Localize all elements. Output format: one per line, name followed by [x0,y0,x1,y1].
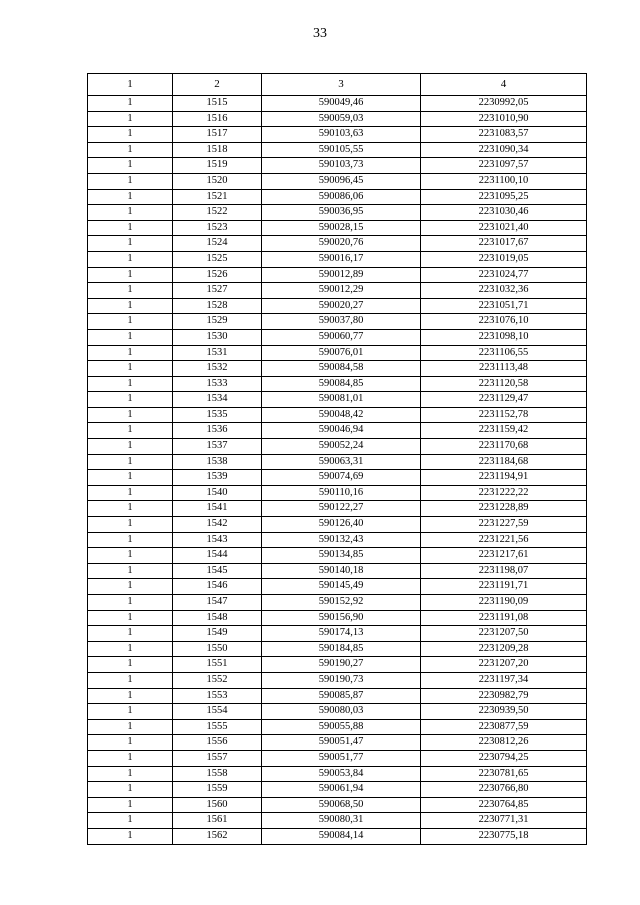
table-cell-col1: 1 [88,205,173,221]
table-cell-col4: 2230877,59 [421,719,587,735]
table-row [88,127,587,143]
table-cell-col3: 590096,45 [262,173,421,189]
table-row [88,595,587,611]
table-cell-col1: 1 [88,750,173,766]
table-cell-col2: 1521 [173,189,262,205]
table-cell-col1: 1 [88,610,173,626]
table-cell-col4: 2231030,46 [421,205,587,221]
table-cell-col2: 1556 [173,735,262,751]
table-cell-col2: 1557 [173,750,262,766]
table-cell-col2: 1542 [173,517,262,533]
table-cell-col2: 1552 [173,672,262,688]
table-cell-col2: 1531 [173,345,262,361]
table-row [88,314,587,330]
table-cell-col4: 2231032,36 [421,283,587,299]
table-cell-col1: 1 [88,688,173,704]
table-cell-col2: 1553 [173,688,262,704]
table-cell-col1: 1 [88,392,173,408]
header-cell-4: 4 [421,74,587,96]
page-number: 33 [313,26,327,41]
header-row [88,74,587,96]
table-cell-col2: 1533 [173,376,262,392]
header-cell-3: 3 [262,74,421,96]
table-row [88,376,587,392]
table-body [88,96,587,845]
table-cell-col1: 1 [88,517,173,533]
table-cell-col2: 1546 [173,579,262,595]
table-cell-col3: 590012,29 [262,283,421,299]
table-cell-col1: 1 [88,641,173,657]
table-cell-col4: 2230781,65 [421,766,587,782]
table-cell-col3: 590080,31 [262,813,421,829]
table-row [88,704,587,720]
table-row [88,220,587,236]
table-cell-col4: 2231191,08 [421,610,587,626]
table-cell-col4: 2231019,05 [421,251,587,267]
table-cell-col1: 1 [88,501,173,517]
table-row [88,657,587,673]
table-cell-col2: 1524 [173,236,262,252]
table-cell-col2: 1558 [173,766,262,782]
table-cell-col1: 1 [88,719,173,735]
table-cell-col4: 2231222,22 [421,485,587,501]
table-row [88,454,587,470]
table-cell-col4: 2231217,61 [421,548,587,564]
table-cell-col1: 1 [88,735,173,751]
table-cell-col1: 1 [88,361,173,377]
table-row [88,96,587,112]
table-cell-col2: 1543 [173,532,262,548]
table-cell-col1: 1 [88,595,173,611]
table-row [88,407,587,423]
table-cell-col2: 1515 [173,96,262,112]
table-cell-col1: 1 [88,672,173,688]
table-cell-col1: 1 [88,267,173,283]
table-cell-col4: 2231228,89 [421,501,587,517]
table-row [88,329,587,345]
table-cell-col1: 1 [88,439,173,455]
table-cell-col1: 1 [88,158,173,174]
table-cell-col2: 1541 [173,501,262,517]
table-cell-col3: 590020,27 [262,298,421,314]
table-cell-col3: 590074,69 [262,470,421,486]
table-cell-col3: 590051,77 [262,750,421,766]
table-cell-col4: 2231129,47 [421,392,587,408]
table-cell-col2: 1545 [173,563,262,579]
table-row [88,688,587,704]
table-cell-col3: 590016,17 [262,251,421,267]
table-cell-col2: 1562 [173,828,262,844]
table-cell-col3: 590190,27 [262,657,421,673]
table-cell-col2: 1530 [173,329,262,345]
table-cell-col3: 590134,85 [262,548,421,564]
table-cell-col3: 590052,24 [262,439,421,455]
table-cell-col1: 1 [88,454,173,470]
table-row [88,392,587,408]
table-cell-col1: 1 [88,782,173,798]
table-cell-col4: 2231076,10 [421,314,587,330]
table-cell-col4: 2231194,91 [421,470,587,486]
table-row [88,672,587,688]
table-cell-col3: 590049,46 [262,96,421,112]
table-cell-col4: 2231098,10 [421,329,587,345]
table-cell-col3: 590084,14 [262,828,421,844]
table-row [88,782,587,798]
table-cell-col3: 590080,03 [262,704,421,720]
table-row [88,439,587,455]
table-cell-col4: 2230771,31 [421,813,587,829]
table-cell-col2: 1517 [173,127,262,143]
table-cell-col3: 590126,40 [262,517,421,533]
table-row [88,797,587,813]
table-cell-col4: 2231024,77 [421,267,587,283]
table-cell-col4: 2231221,56 [421,532,587,548]
table-cell-col4: 2231051,71 [421,298,587,314]
table-cell-col1: 1 [88,127,173,143]
table-cell-col2: 1544 [173,548,262,564]
table-cell-col3: 590051,47 [262,735,421,751]
table-cell-col4: 2230992,05 [421,96,587,112]
table-cell-col1: 1 [88,376,173,392]
table-row [88,485,587,501]
table-row [88,813,587,829]
table-cell-col4: 2231095,25 [421,189,587,205]
table-row [88,735,587,751]
table-cell-col2: 1555 [173,719,262,735]
table-row [88,345,587,361]
table-cell-col2: 1537 [173,439,262,455]
table-cell-col4: 2231198,07 [421,563,587,579]
table-cell-col3: 590036,95 [262,205,421,221]
table-cell-col3: 590085,87 [262,688,421,704]
table-cell-col1: 1 [88,407,173,423]
table-cell-col3: 590020,76 [262,236,421,252]
table-cell-col1: 1 [88,563,173,579]
table-row [88,173,587,189]
table-cell-col4: 2231191,71 [421,579,587,595]
table-cell-col2: 1536 [173,423,262,439]
table-cell-col4: 2231197,34 [421,672,587,688]
table-cell-col2: 1527 [173,283,262,299]
table-cell-col3: 590061,94 [262,782,421,798]
table-cell-col1: 1 [88,345,173,361]
table-cell-col3: 590068,50 [262,797,421,813]
table-cell-col2: 1529 [173,314,262,330]
table-cell-col4: 2231207,20 [421,657,587,673]
table-cell-col4: 2231227,59 [421,517,587,533]
table-cell-col4: 2231097,57 [421,158,587,174]
table-row [88,750,587,766]
table-cell-col2: 1519 [173,158,262,174]
coordinates-table [87,73,587,845]
table-cell-col3: 590060,77 [262,329,421,345]
header-cell-1: 1 [88,74,173,96]
table-cell-col1: 1 [88,236,173,252]
table-cell-col4: 2230812,26 [421,735,587,751]
table-cell-col2: 1528 [173,298,262,314]
table-cell-col3: 590055,88 [262,719,421,735]
table-cell-col1: 1 [88,704,173,720]
table-cell-col2: 1561 [173,813,262,829]
table-cell-col2: 1554 [173,704,262,720]
table-cell-col4: 2231083,57 [421,127,587,143]
table-cell-col4: 2230764,85 [421,797,587,813]
table-cell-col2: 1516 [173,111,262,127]
table-row [88,579,587,595]
table-cell-col1: 1 [88,329,173,345]
table-cell-col1: 1 [88,470,173,486]
table-cell-col4: 2231106,55 [421,345,587,361]
table-cell-col1: 1 [88,813,173,829]
table-row [88,205,587,221]
table-cell-col3: 590063,31 [262,454,421,470]
table-cell-col4: 2231120,58 [421,376,587,392]
table-row [88,641,587,657]
table-cell-col4: 2231190,09 [421,595,587,611]
table-row [88,610,587,626]
table-cell-col4: 2231209,28 [421,641,587,657]
table-cell-col3: 590103,73 [262,158,421,174]
table-cell-col1: 1 [88,96,173,112]
table-cell-col4: 2230982,79 [421,688,587,704]
table-row [88,423,587,439]
table-cell-col3: 590028,15 [262,220,421,236]
table-cell-col1: 1 [88,657,173,673]
table-row [88,189,587,205]
table-cell-col1: 1 [88,283,173,299]
table-cell-col2: 1523 [173,220,262,236]
table-cell-col4: 2230794,25 [421,750,587,766]
table-cell-col2: 1535 [173,407,262,423]
table-cell-col2: 1551 [173,657,262,673]
table-cell-col3: 590103,63 [262,127,421,143]
table-cell-col2: 1526 [173,267,262,283]
table-cell-col3: 590184,85 [262,641,421,657]
table-row [88,548,587,564]
table-cell-col3: 590048,42 [262,407,421,423]
table-cell-col3: 590059,03 [262,111,421,127]
table-cell-col3: 590081,01 [262,392,421,408]
table-cell-col2: 1518 [173,142,262,158]
table-row [88,111,587,127]
table-cell-col1: 1 [88,298,173,314]
table-cell-col1: 1 [88,797,173,813]
table-row [88,532,587,548]
table-cell-col2: 1548 [173,610,262,626]
table-cell-col2: 1532 [173,361,262,377]
table-row [88,283,587,299]
table-cell-col3: 590037,80 [262,314,421,330]
table-cell-col4: 2230775,18 [421,828,587,844]
table-cell-col3: 590156,90 [262,610,421,626]
table-cell-col2: 1540 [173,485,262,501]
table-cell-col3: 590084,85 [262,376,421,392]
table-cell-col1: 1 [88,111,173,127]
header-cell-2: 2 [173,74,262,96]
table-cell-col1: 1 [88,423,173,439]
table-row [88,517,587,533]
table-cell-col3: 590190,73 [262,672,421,688]
table-cell-col3: 590012,89 [262,267,421,283]
table-row [88,766,587,782]
table-cell-col1: 1 [88,828,173,844]
table-cell-col1: 1 [88,766,173,782]
table-cell-col2: 1525 [173,251,262,267]
table-cell-col1: 1 [88,220,173,236]
table-cell-col3: 590132,43 [262,532,421,548]
table-cell-col3: 590152,92 [262,595,421,611]
table-row [88,236,587,252]
table-cell-col3: 590105,55 [262,142,421,158]
table-cell-col3: 590076,01 [262,345,421,361]
table-cell-col1: 1 [88,173,173,189]
table-row [88,501,587,517]
table-cell-col3: 590140,18 [262,563,421,579]
table-row [88,626,587,642]
table-row [88,298,587,314]
table-row [88,470,587,486]
table-cell-col2: 1560 [173,797,262,813]
table-cell-col4: 2231100,10 [421,173,587,189]
table-cell-col4: 2231021,40 [421,220,587,236]
table-row [88,361,587,377]
table-cell-col4: 2230939,50 [421,704,587,720]
table-row [88,719,587,735]
table-cell-col4: 2231170,68 [421,439,587,455]
table-cell-col2: 1522 [173,205,262,221]
table-cell-col3: 590174,13 [262,626,421,642]
table-cell-col1: 1 [88,485,173,501]
table-cell-col3: 590122,27 [262,501,421,517]
table-cell-col2: 1539 [173,470,262,486]
table-cell-col2: 1559 [173,782,262,798]
table-cell-col4: 2230766,80 [421,782,587,798]
table-cell-col3: 590110,16 [262,485,421,501]
table-cell-col2: 1534 [173,392,262,408]
table-header [88,74,587,96]
table-cell-col1: 1 [88,532,173,548]
table-row [88,251,587,267]
table-cell-col4: 2231090,34 [421,142,587,158]
table-cell-col2: 1549 [173,626,262,642]
table-row [88,828,587,844]
table-row [88,158,587,174]
table-cell-col1: 1 [88,579,173,595]
table-cell-col4: 2231017,67 [421,236,587,252]
table-cell-col1: 1 [88,548,173,564]
table-cell-col3: 590053,84 [262,766,421,782]
table-cell-col4: 2231010,90 [421,111,587,127]
table-cell-col4: 2231184,68 [421,454,587,470]
table-cell-col2: 1550 [173,641,262,657]
table-cell-col4: 2231159,42 [421,423,587,439]
table-cell-col2: 1547 [173,595,262,611]
table-cell-col1: 1 [88,251,173,267]
table-cell-col4: 2231113,48 [421,361,587,377]
table-cell-col2: 1538 [173,454,262,470]
table-cell-col4: 2231152,78 [421,407,587,423]
table-row [88,267,587,283]
table-cell-col1: 1 [88,314,173,330]
table-row [88,563,587,579]
table-cell-col3: 590046,94 [262,423,421,439]
table-cell-col3: 590145,49 [262,579,421,595]
table-row [88,142,587,158]
table-cell-col2: 1520 [173,173,262,189]
table-cell-col1: 1 [88,626,173,642]
table-cell-col3: 590084,58 [262,361,421,377]
table-cell-col4: 2231207,50 [421,626,587,642]
table-cell-col1: 1 [88,142,173,158]
table-cell-col1: 1 [88,189,173,205]
table-cell-col3: 590086,06 [262,189,421,205]
